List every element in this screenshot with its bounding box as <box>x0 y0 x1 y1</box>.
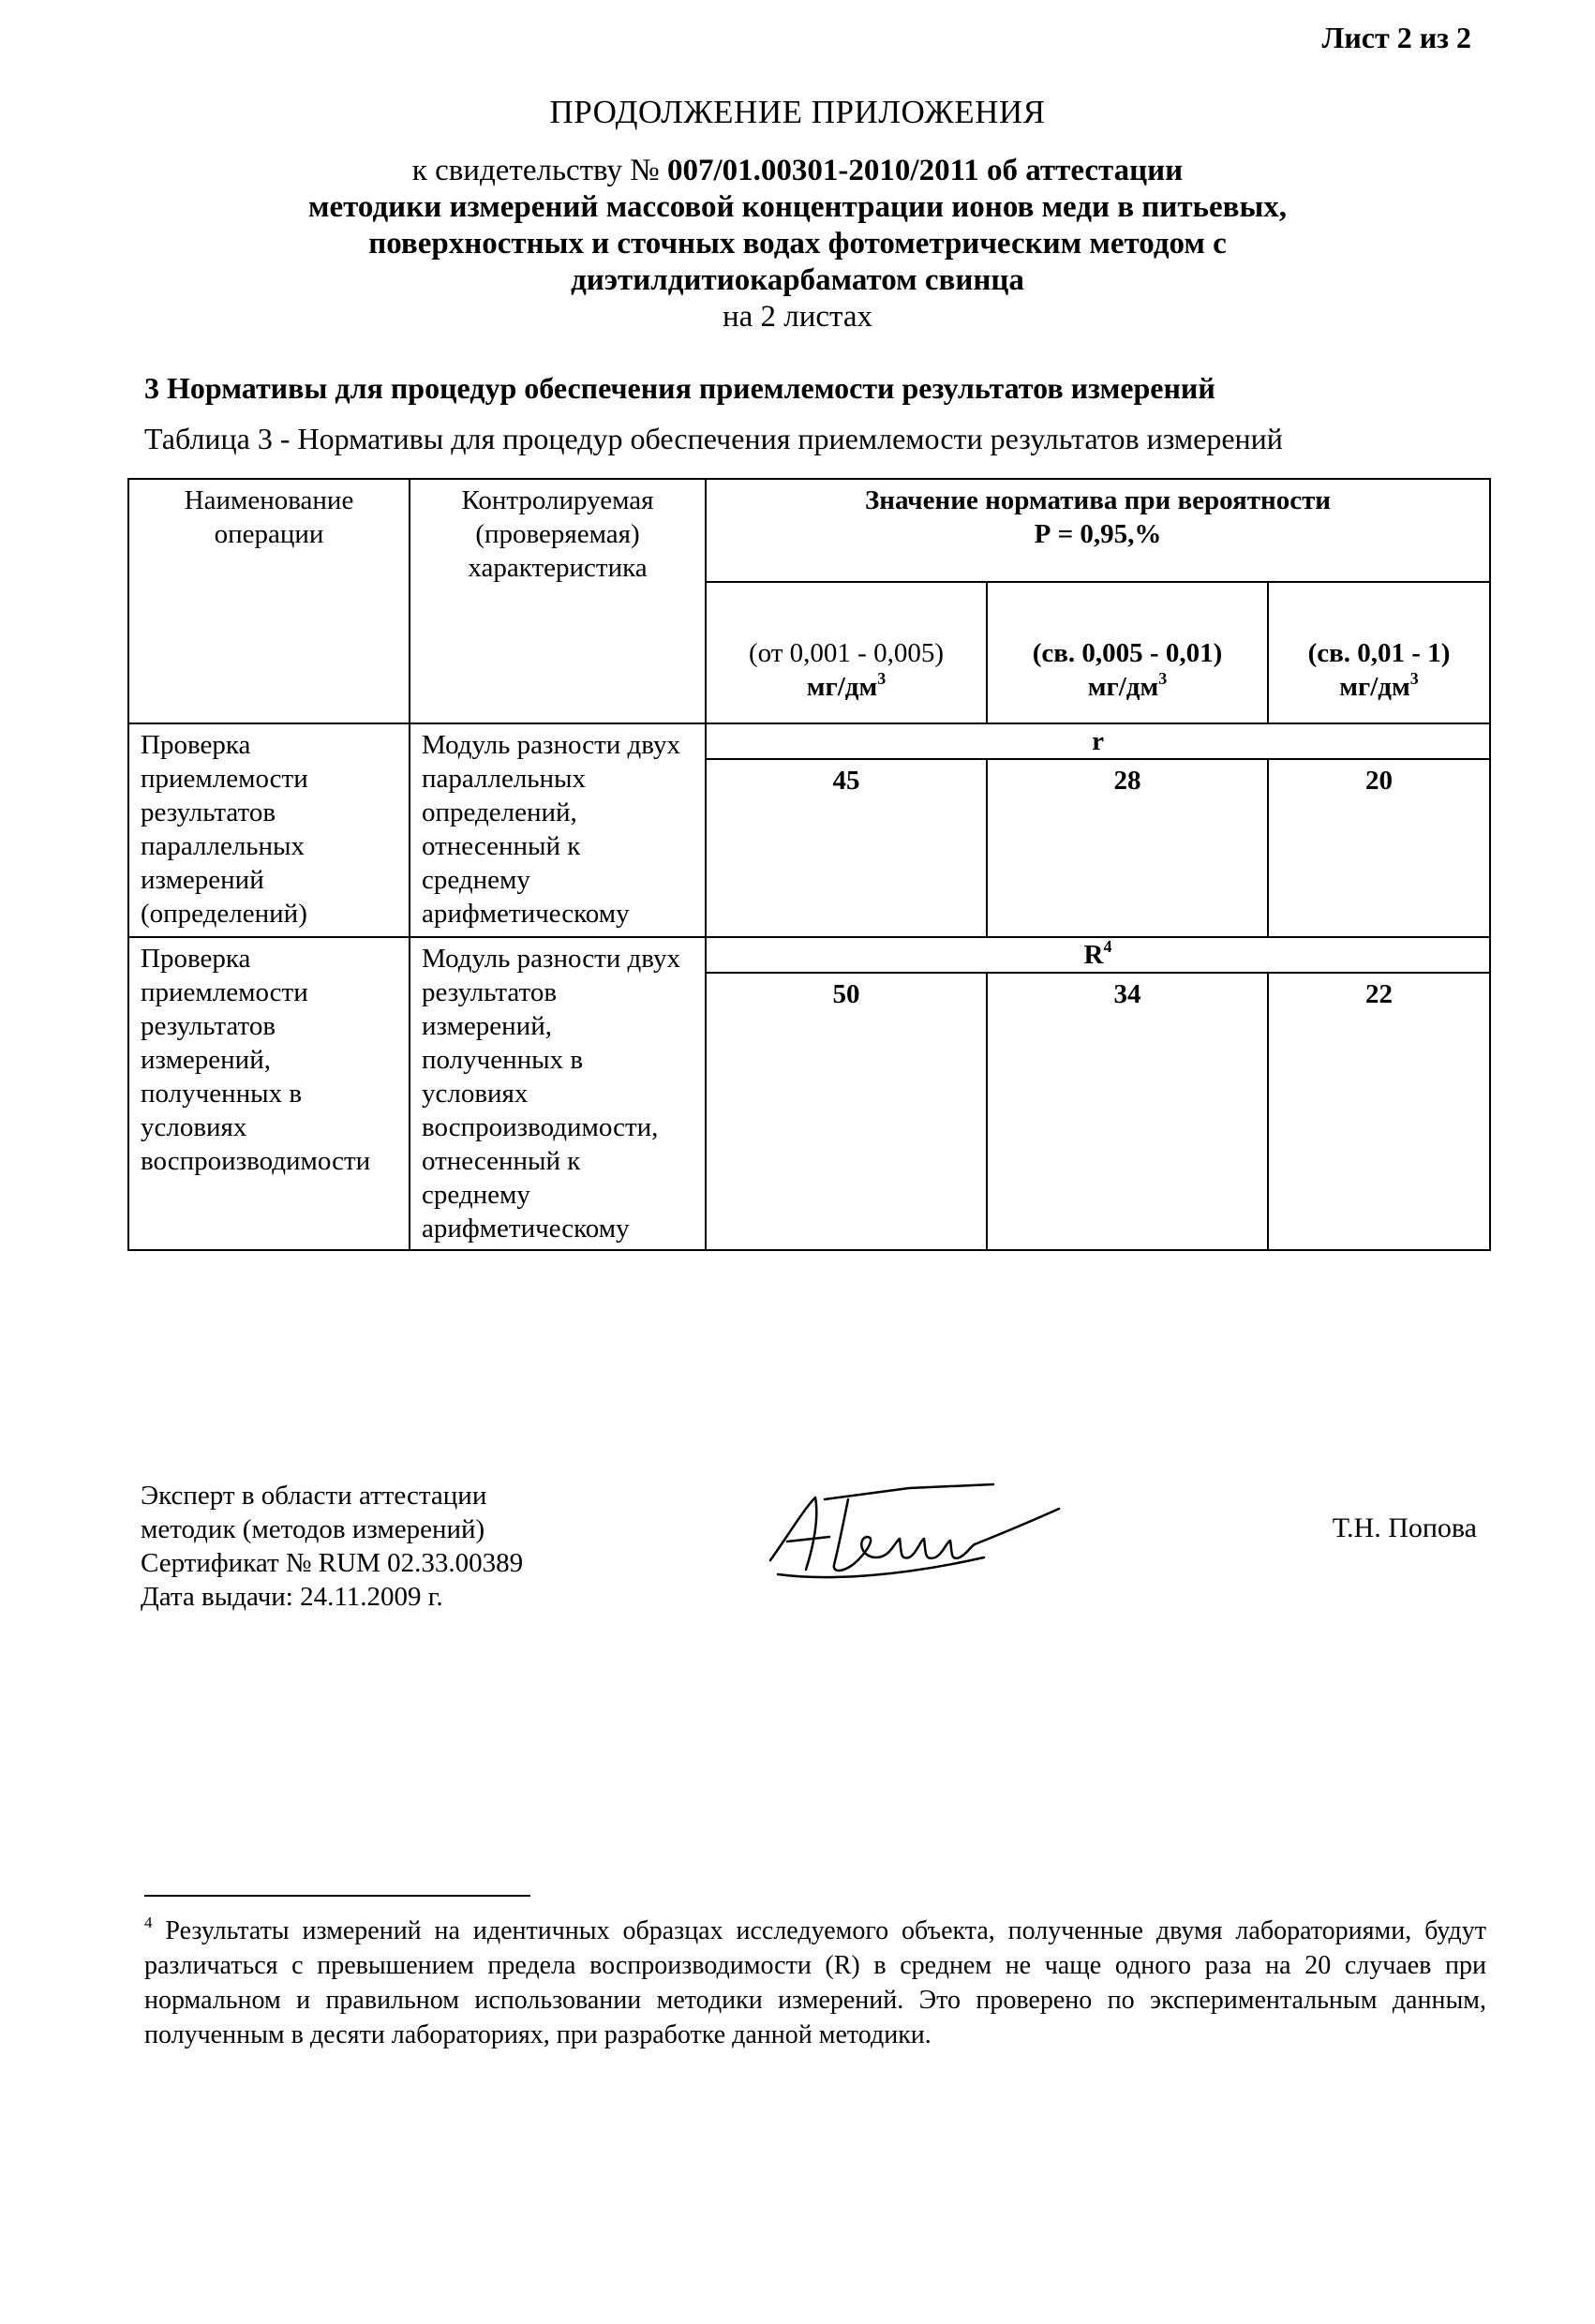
value-cell: 45 <box>706 759 987 937</box>
footnote-divider <box>144 1895 530 1897</box>
footnote <box>144 1914 1486 2052</box>
characteristic-cell: Модуль разности двух результатов измерений, полученных в условиях воспроизводимости, отнесенный к среднему арифметическому <box>410 937 706 1250</box>
range-unit: $мг/дм^3$ <box>806 668 887 702</box>
norms-table <box>127 478 1491 1251</box>
appendix-title: ПРОДОЛЖЕНИЕ ПРИЛОЖЕНИЯ <box>549 94 1046 130</box>
operation-cell: Проверка приемлемости результатов измерений, полученных в условиях воспроизводимости <box>128 937 410 1250</box>
heading-prefix: к свидетельству № <box>411 154 660 187</box>
range-unit: $мг/дм^3$ <box>1087 668 1168 702</box>
handwritten-signature <box>759 1471 1078 1602</box>
characteristic-cell: Модуль разности двух параллельных определений, отнесенный к среднему арифметическому <box>410 723 706 937</box>
range-cell-3 <box>1268 582 1490 723</box>
value-cell: 22 <box>1268 973 1490 1250</box>
header-value <box>706 479 1490 582</box>
value-cell: 50 <box>706 973 987 1250</box>
footnote-text: Результаты измерений на идентичных образцах исследуемого объекта, полученные двумя лабораториями, будут различаться с превышением предела воспроизводимости (R) в среднем не чаще одного раза на 20 случаев при нормальном и правильном использовании методики измерений. Это проверено по экспериментальным данным, полученным в десяти лабораториях, при разработке данной методики. <box>144 1916 1486 2049</box>
value-cell: 28 <box>987 759 1268 937</box>
operation-cell: Проверка приемлемости результатов параллельных измерений (определений) <box>128 723 410 937</box>
expert-issue-date: Дата выдачи: 24.11.2009 г. <box>141 1582 443 1612</box>
section-title: 3 Нормативы для процедур обеспечения приемлемости результатов измерений <box>144 371 1215 405</box>
certificate-number: 007/01.00301-2010/2011 <box>667 154 979 187</box>
value-cell: 34 <box>987 973 1268 1250</box>
range-label: (св. 0,01 - 1) <box>1307 637 1451 668</box>
table-caption: Таблица 3 - Нормативы для процедур обеспечения приемлемости результатов измерений <box>144 422 1283 455</box>
symbol-cell: $R^4$ <box>706 937 1490 973</box>
heading-line-2: методики измерений массовой концентрации ионов меди в питьевых, <box>308 190 1287 224</box>
range-unit: $мг/дм^3$ <box>1339 668 1419 702</box>
expert-certificate: Сертификат № RUM 02.33.00389 <box>141 1548 524 1578</box>
table-header-row <box>128 479 1490 582</box>
heading-suffix: об аттестации <box>987 154 1184 187</box>
header-operation: Наименование операции <box>128 479 410 723</box>
header-value-line-2: Р = 0,95,% <box>1034 519 1162 549</box>
value-cell: 20 <box>1268 759 1490 937</box>
footnote-marker: 4 <box>144 1914 153 1931</box>
table-row <box>128 723 1490 759</box>
range-label: (от 0,001 - 0,005) <box>748 637 944 668</box>
range-label: (св. 0,005 - 0,01) <box>1032 637 1223 668</box>
expert-block <box>141 1479 523 1614</box>
table-row <box>128 937 1490 973</box>
range-cell-1 <box>706 582 987 723</box>
heading-line-4: диэтилдитиокарбаматом свинца <box>571 263 1024 297</box>
expert-line-1: Эксперт в области аттестации <box>141 1481 487 1511</box>
expert-name: Т.Н. Попова <box>1332 1512 1477 1543</box>
symbol-cell: r <box>706 723 1490 759</box>
heading-line-1 <box>187 153 1408 189</box>
sheet-number: Лист 2 из 2 <box>1321 21 1471 54</box>
certificate-heading <box>187 153 1408 335</box>
heading-line-3: поверхностных и сточных водах фотометрическим методом с <box>368 227 1227 261</box>
range-cell-2 <box>987 582 1268 723</box>
header-value-line-1: Значение норматива при вероятности <box>864 485 1332 515</box>
header-characteristic: Контролируемая (проверяемая) характеристика <box>410 479 706 723</box>
expert-line-2: методик (методов измерений) <box>141 1514 485 1544</box>
heading-line-5: на 2 листах <box>722 300 873 334</box>
